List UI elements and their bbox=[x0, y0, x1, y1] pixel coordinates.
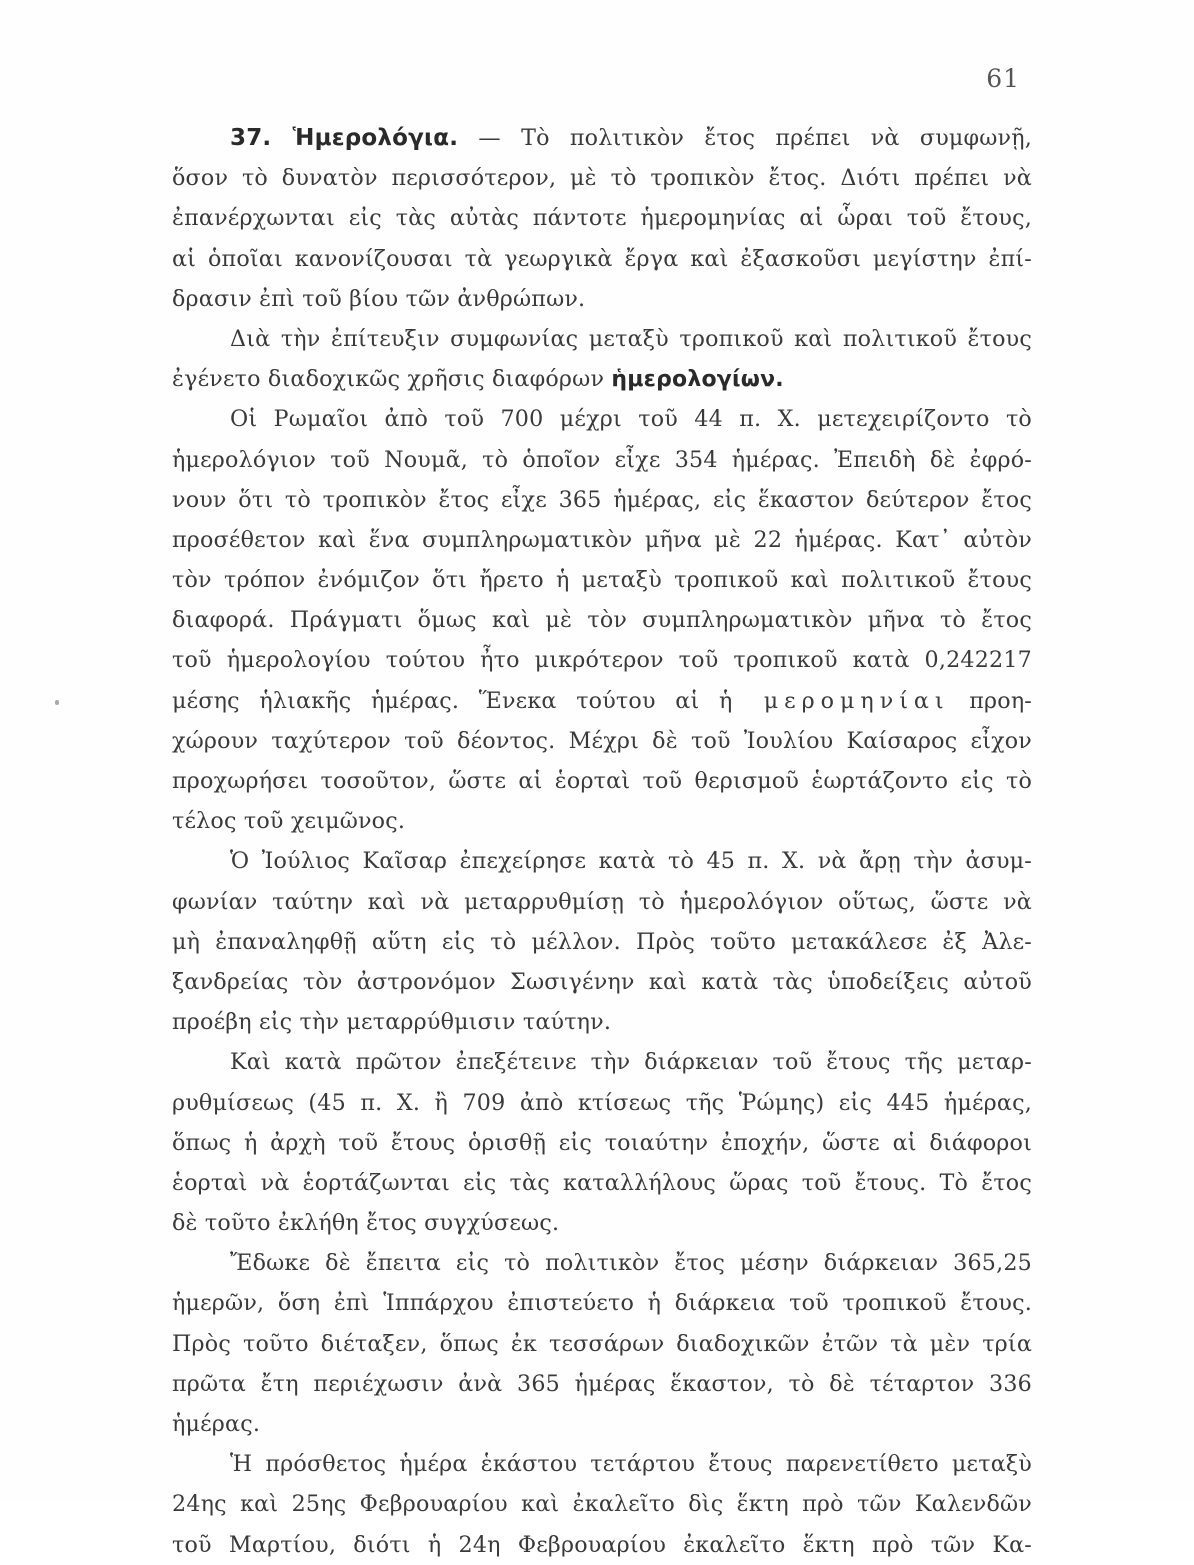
paragraph-text: μέσης ἡλιακῆς ἡμέρας. Ἕνεκα τούτου αἱ bbox=[172, 687, 719, 714]
paragraph-text: ἐγένετο διαδοχικῶς χρῆσις διαφόρων bbox=[172, 366, 612, 393]
paragraph-5-line-1: Καὶ κατὰ πρῶτον ἐπεξέτεινε τὴν διάρκειαν τοῦ ἔτους τῆς μεταρ- bbox=[230, 1049, 1032, 1076]
page-number: 61 bbox=[986, 64, 1020, 93]
text-body bbox=[172, 118, 1032, 1565]
paragraph-7-line-1: Ἡ πρόσθετος ἡμέρα ἑκάστου τετάρτου ἔτους παρενετίθετο μεταξὺ bbox=[230, 1451, 1032, 1478]
paragraph-6-line-2: ἡμερῶν, ὅση ἐπὶ Ἱππάρχου ἐπιστεύετο ἡ διάρκεια τοῦ τροπικοῦ ἔτους. bbox=[172, 1290, 1032, 1317]
paragraph-5-line-4: ἑορταὶ νὰ ἑορτάζωνται εἰς τὰς καταλλήλους ὥρας τοῦ ἔτους. Τὸ ἔτος bbox=[172, 1169, 1032, 1196]
paragraph-6-line-3: Πρὸς τοῦτο διέταξεν, ὅπως ἐκ τεσσάρων διαδοχικῶν ἐτῶν τὰ μὲν τρία bbox=[172, 1330, 1032, 1357]
paragraph-1-line-3: ἐπανέρχωνται εἰς τὰς αὐτὰς πάντοτε ἡμερομηνίας αἱ ὧραι τοῦ ἔτους, bbox=[172, 205, 1032, 232]
paragraph-3-line-11: τέλος τοῦ χειμῶνος. bbox=[172, 808, 406, 835]
paragraph-3-line-3: νουν ὅτι τὸ τροπικὸν ἔτος εἶχε 365 ἡμέρας, εἰς ἕκαστον δεύτερον ἔτος bbox=[172, 486, 1032, 513]
paragraph-3-line-9: χώρουν ταχύτερον τοῦ δέοντος. Μέχρι δὲ τοῦ Ἰουλίου Καίσαρος εἶχον bbox=[172, 727, 1032, 754]
paragraph-5-line-3: ὅπως ἡ ἀρχὴ τοῦ ἔτους ὁρισθῇ εἰς τοιαύτην ἐποχήν, ὥστε αἱ διάφοροι bbox=[172, 1129, 1032, 1156]
paragraph-3-line-4: προσέθετον καὶ ἕνα συμπληρωματικὸν μῆνα μὲ 22 ἡμέρας. Κατ᾿ αὐτὸν bbox=[172, 526, 1032, 553]
paragraph-3-line-7: τοῦ ἡμερολογίου τούτου ἦτο μικρότερον τοῦ τροπικοῦ κατὰ 0,242217 bbox=[172, 647, 1032, 674]
paragraph-5-line-2: ρυθμίσεως (45 π. Χ. ἢ 709 ἀπὸ κτίσεως τῆς Ῥώμης) εἰς 445 ἡμέρας, bbox=[172, 1089, 1032, 1116]
paragraph-7-line-3: τοῦ Μαρτίου, διότι ἡ 24η Φεβρουαρίου ἐκαλεῖτο ἕκτη πρὸ τῶν Κα- bbox=[172, 1531, 1032, 1558]
paragraph-1-line-1 bbox=[172, 118, 1032, 158]
paragraph-7-line-2: 24ης καὶ 25ης Φεβρουαρίου καὶ ἐκαλεῖτο δὶς ἕκτη πρὸ τῶν Καλενδῶν bbox=[172, 1491, 1032, 1518]
paragraph-3-line-2: ἡμερολόγιον τοῦ Νουμᾶ, τὸ ὁποῖον εἶχε 354 ἡμέρας. Ἐπειδὴ δὲ ἐφρό- bbox=[172, 446, 1032, 473]
bold-term: ἡμερολογίων. bbox=[611, 367, 784, 393]
paragraph-3-line-1: Οἱ Ρωμαῖοι ἀπὸ τοῦ 700 μέχρι τοῦ 44 π. Χ. μετεχειρίζοντο τὸ bbox=[230, 406, 1032, 433]
paragraph-1-line-2: ὅσον τὸ δυνατὸν περισσότερον, μὲ τὸ τροπικὸν ἔτος. Διότι πρέπει νὰ bbox=[172, 165, 1032, 192]
paragraph-6-line-1: Ἔδωκε δὲ ἔπειτα εἰς τὸ πολιτικὸν ἔτος μέσην διάρκειαν 365,25 bbox=[230, 1250, 1032, 1277]
spaced-term: ἡ μερομηνίαι bbox=[718, 687, 950, 714]
paragraph-6-line-4: πρῶτα ἔτη περιέχωσιν ἀνὰ 365 ἡμέρας ἕκαστον, τὸ δὲ τέταρτον 336 bbox=[172, 1370, 1032, 1397]
paragraph-text: προη- bbox=[949, 687, 1033, 714]
paragraph-1-line-5: δρασιν ἐπὶ τοῦ βίου τῶν ἀνθρώπων. bbox=[172, 285, 586, 312]
paragraph-4-line-2: φωνίαν ταύτην καὶ νὰ μεταρρυθμίσῃ τὸ ἡμερολόγιον οὕτως, ὥστε νὰ bbox=[172, 888, 1032, 915]
paragraph-4-line-1: Ὁ Ἰούλιος Καῖσαρ ἐπεχείρησε κατὰ τὸ 45 π. Χ. νὰ ἄρῃ τὴν ἀσυμ- bbox=[230, 848, 1032, 875]
paragraph-4-line-3: μὴ ἐπαναληφθῇ αὕτη εἰς τὸ μέλλον. Πρὸς τοῦτο μετακάλεσε ἐξ Ἀλε- bbox=[172, 928, 1032, 955]
paragraph-3-line-8 bbox=[172, 681, 1032, 721]
paper-speck bbox=[55, 700, 59, 705]
paragraph-5-line-5: δὲ τοῦτο ἐκλήθη ἔτος συγχύσεως. bbox=[172, 1210, 560, 1237]
paragraph-2-line-2 bbox=[172, 359, 1032, 399]
paragraph-4-line-4: ξανδρείας τὸν ἀστρονόμον Σωσιγένην καὶ κατὰ τὰς ὑποδείξεις αὐτοῦ bbox=[172, 968, 1032, 995]
paragraph-text: — Τὸ πολιτικὸν ἔτος πρέπει νὰ συμφωνῇ, bbox=[458, 125, 1032, 151]
paragraph-3-line-6: διαφορά. Πράγματι ὅμως καὶ μὲ τὸν συμπληρωματικὸν μῆνα τὸ ἔτος bbox=[172, 607, 1032, 634]
paragraph-4-line-5: προέβη εἰς τὴν μεταρρύθμισιν ταύτην. bbox=[172, 1009, 612, 1036]
paragraph-6-line-5: ἡμέρας. bbox=[172, 1411, 261, 1437]
paragraph-3-line-5: τὸν τρόπον ἐνόμιζον ὅτι ἤρετο ἡ μεταξὺ τροπικοῦ καὶ πολιτικοῦ ἔτους bbox=[172, 567, 1032, 594]
paragraph-2-line-1: Διὰ τὴν ἐπίτευξιν συμφωνίας μεταξὺ τροπικοῦ καὶ πολιτικοῦ ἔτους bbox=[230, 325, 1032, 352]
paragraph-1-line-4: αἱ ὁποῖαι κανονίζουσαι τὰ γεωργικὰ ἔργα καὶ ἐξασκοῦσι μεγίστην ἐπί- bbox=[172, 245, 1032, 272]
section-heading: 37. Ἡμερολόγια. bbox=[230, 125, 459, 151]
paragraph-3-line-10: προχωρήσει τοσοῦτον, ὥστε αἱ ἑορταὶ τοῦ θερισμοῦ ἑωρτάζοντο εἰς τὸ bbox=[172, 768, 1032, 794]
